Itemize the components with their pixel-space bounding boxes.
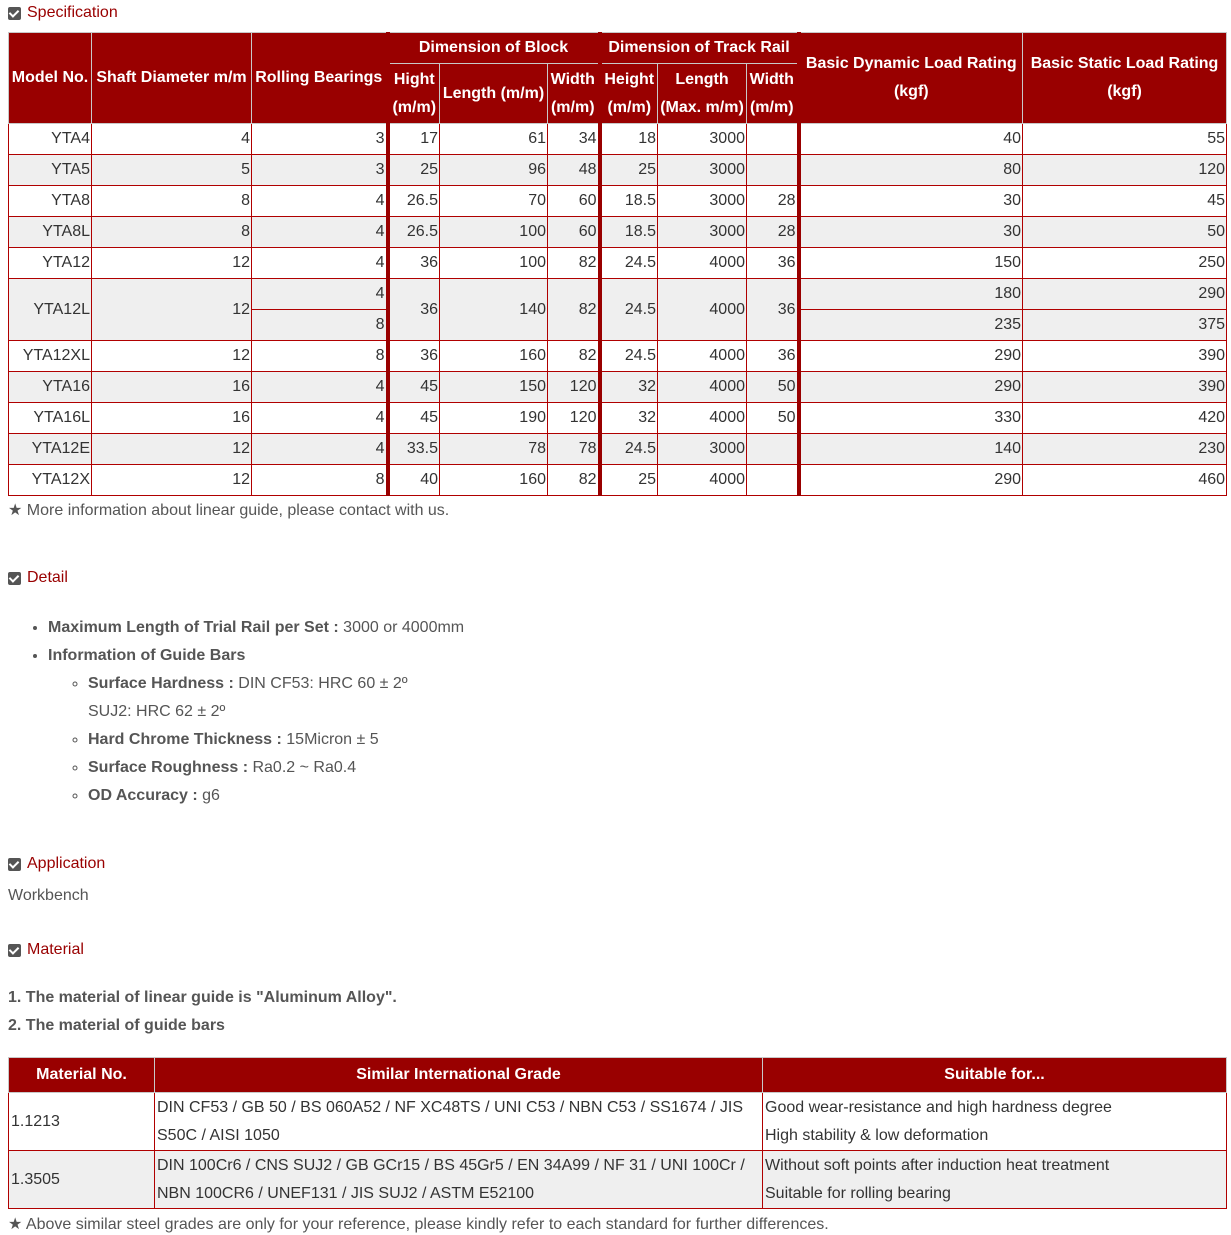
header-dynamic: Basic Dynamic Load Rating (kgf) [799, 33, 1023, 124]
table-cell: 32 [600, 403, 658, 434]
material-table [8, 1057, 1227, 1209]
table-cell: 4000 [658, 465, 747, 496]
table-cell: 36 [747, 341, 799, 372]
table-cell: 36 [747, 279, 799, 341]
header-block-height: Hight (m/m) [388, 64, 440, 124]
table-cell: 100 [440, 217, 548, 248]
table-cell: 3 [252, 124, 388, 155]
table-cell: 40 [799, 124, 1023, 155]
table-cell: 4000 [658, 341, 747, 372]
checkbox-icon [8, 572, 21, 585]
table-cell: YTA12 [9, 248, 92, 279]
table-cell: 8 [252, 310, 388, 341]
table-cell: 12 [92, 279, 252, 341]
header-grade: Similar International Grade [155, 1058, 763, 1093]
table-cell: 3 [252, 155, 388, 186]
table-cell: 390 [1023, 372, 1227, 403]
table-cell: 4000 [658, 248, 747, 279]
section-title: Detail [27, 569, 68, 586]
table-cell: 40 [388, 465, 440, 496]
table-cell: 150 [799, 248, 1023, 279]
header-block-group: Dimension of Block [388, 33, 600, 64]
material-suitable: Without soft points after induction heat treatment Suitable for rolling bearing [763, 1151, 1227, 1209]
table-cell: 3000 [658, 186, 747, 217]
table-cell: 4 [252, 186, 388, 217]
table-cell: 45 [388, 403, 440, 434]
table-cell: 55 [1023, 124, 1227, 155]
table-row [9, 155, 1227, 186]
table-cell: 48 [548, 155, 600, 186]
table-row [9, 465, 1227, 496]
table-cell: 3000 [658, 124, 747, 155]
table-cell: 180 [799, 279, 1023, 310]
table-cell: 50 [1023, 217, 1227, 248]
table-cell: 60 [548, 186, 600, 217]
table-cell: 18.5 [600, 186, 658, 217]
table-cell: 24.5 [600, 279, 658, 341]
table-row [9, 341, 1227, 372]
table-cell: 24.5 [600, 248, 658, 279]
table-cell: 25 [600, 465, 658, 496]
header-rail-group: Dimension of Track Rail [600, 33, 799, 64]
table-cell: 50 [747, 372, 799, 403]
table-cell [747, 124, 799, 155]
table-cell: 45 [388, 372, 440, 403]
table-cell: 8 [92, 217, 252, 248]
table-cell: 12 [92, 465, 252, 496]
application-text: Workbench [8, 887, 89, 904]
table-cell: 420 [1023, 403, 1227, 434]
table-cell: 78 [440, 434, 548, 465]
checkbox-icon [8, 7, 21, 20]
table-cell: 190 [440, 403, 548, 434]
table-row [9, 124, 1227, 155]
table-cell [747, 434, 799, 465]
table-cell: 330 [799, 403, 1023, 434]
table-cell: 4 [252, 372, 388, 403]
table-cell: 26.5 [388, 217, 440, 248]
table-cell: 4 [252, 434, 388, 465]
material-no: 1.3505 [9, 1151, 155, 1209]
table-cell: YTA4 [9, 124, 92, 155]
table-cell: 33.5 [388, 434, 440, 465]
table-cell: 18.5 [600, 217, 658, 248]
table-cell: 5 [92, 155, 252, 186]
table-row [9, 186, 1227, 217]
table-cell: 25 [388, 155, 440, 186]
table-cell: 3000 [658, 217, 747, 248]
table-cell: YTA8 [9, 186, 92, 217]
table-cell: 150 [440, 372, 548, 403]
table-cell: 26.5 [388, 186, 440, 217]
table-cell: 36 [388, 279, 440, 341]
table-row [9, 217, 1227, 248]
table-cell: 375 [1023, 310, 1227, 341]
table-cell: 61 [440, 124, 548, 155]
table-cell: 4 [92, 124, 252, 155]
table-cell: YTA12X [9, 465, 92, 496]
table-cell: 8 [92, 186, 252, 217]
material-line-2: 2. The material of guide bars [8, 1017, 225, 1034]
table-cell: 4000 [658, 279, 747, 341]
header-material-no: Material No. [9, 1058, 155, 1093]
table-cell: 235 [799, 310, 1023, 341]
header-block-width: Width (m/m) [548, 64, 600, 124]
section-heading-application [8, 854, 105, 874]
table-cell: 460 [1023, 465, 1227, 496]
table-cell: 140 [799, 434, 1023, 465]
table-cell: 290 [799, 372, 1023, 403]
table-cell: 82 [548, 248, 600, 279]
table-cell: 78 [548, 434, 600, 465]
table-cell: 290 [799, 341, 1023, 372]
detail-list [48, 614, 464, 810]
header-rail-length: Length (Max. m/m) [658, 64, 747, 124]
table-cell: 34 [548, 124, 600, 155]
header-model: Model No. [9, 33, 92, 124]
table-cell: 18 [600, 124, 658, 155]
spec-note: ★ More information about linear guide, please contact with us. [8, 502, 450, 519]
table-cell: 50 [747, 403, 799, 434]
table-row [9, 434, 1227, 465]
table-cell: 12 [92, 341, 252, 372]
material-note: ★ Above similar steel grades are only for your reference, please kindly refer to each standard for further differences. [8, 1216, 829, 1233]
table-cell: 36 [747, 248, 799, 279]
table-cell: 8 [252, 341, 388, 372]
table-cell: 4 [252, 217, 388, 248]
table-cell [747, 155, 799, 186]
table-cell: 82 [548, 341, 600, 372]
header-block-length: Length (m/m) [440, 64, 548, 124]
material-line-1: 1. The material of linear guide is "Aluminum Alloy". [8, 989, 397, 1006]
checkbox-icon [8, 944, 21, 957]
detail-item-od: ◦ OD Accuracy : g6 [88, 782, 464, 810]
section-heading-specification [8, 3, 118, 23]
table-cell: 60 [548, 217, 600, 248]
detail-item-max-length: • Maximum Length of Trial Rail per Set : 3000 or 4000mm [48, 614, 464, 642]
table-cell: 100 [440, 248, 548, 279]
table-cell: 4000 [658, 372, 747, 403]
table-cell: 70 [440, 186, 548, 217]
table-cell: 30 [799, 217, 1023, 248]
table-cell: 25 [600, 155, 658, 186]
table-cell: YTA5 [9, 155, 92, 186]
header-static: Basic Static Load Rating (kgf) [1023, 33, 1227, 124]
section-title: Material [27, 941, 84, 958]
table-cell: 290 [799, 465, 1023, 496]
table-cell: 16 [92, 372, 252, 403]
table-cell: 250 [1023, 248, 1227, 279]
header-suitable: Suitable for... [763, 1058, 1227, 1093]
table-cell: 82 [548, 465, 600, 496]
header-rail-height: Height (m/m) [600, 64, 658, 124]
section-title: Specification [27, 4, 118, 21]
table-cell: 17 [388, 124, 440, 155]
material-grade: DIN 100Cr6 / CNS SUJ2 / GB GCr15 / BS 45Gr5 / EN 34A99 / NF 31 / UNI 100Cr / NBN 100CR6 / UNEF131 / JIS SUJ2 / ASTM E52100 [155, 1151, 763, 1209]
table-cell: 4 [252, 248, 388, 279]
table-cell: 160 [440, 341, 548, 372]
table-cell: 24.5 [600, 434, 658, 465]
table-cell: 32 [600, 372, 658, 403]
header-shaft: Shaft Diameter m/m [92, 33, 252, 124]
section-heading-material [8, 940, 84, 960]
detail-item-chrome: ◦ Hard Chrome Thickness : 15Micron ± 5 [88, 726, 464, 754]
table-cell: 120 [548, 372, 600, 403]
table-cell: 30 [799, 186, 1023, 217]
section-title: Application [27, 855, 106, 872]
section-heading-detail [8, 568, 68, 588]
table-cell: 12 [92, 434, 252, 465]
table-cell: 160 [440, 465, 548, 496]
table-cell: YTA12E [9, 434, 92, 465]
detail-item-roughness: ◦ Surface Roughness : Ra0.2 ~ Ra0.4 [88, 754, 464, 782]
checkbox-icon [8, 858, 21, 871]
detail-item-hardness: ◦ Surface Hardness : DIN CF53: HRC 60 ± 2º SUJ2: HRC 62 ± 2º [88, 670, 464, 726]
table-cell: YTA16L [9, 403, 92, 434]
table-row [9, 248, 1227, 279]
table-cell: 28 [747, 217, 799, 248]
table-cell: 8 [252, 465, 388, 496]
table-cell: 4 [252, 279, 388, 310]
table-cell: 28 [747, 186, 799, 217]
table-cell: 4 [252, 403, 388, 434]
table-row [9, 403, 1227, 434]
table-cell: 390 [1023, 341, 1227, 372]
table-cell: 36 [388, 248, 440, 279]
table-cell: 230 [1023, 434, 1227, 465]
header-rolling: Rolling Bearings [252, 33, 388, 124]
table-cell [747, 465, 799, 496]
table-cell: YTA12L [9, 279, 92, 341]
table-cell: 36 [388, 341, 440, 372]
header-rail-width: Width (m/m) [747, 64, 799, 124]
table-cell: 12 [92, 248, 252, 279]
table-cell: 82 [548, 279, 600, 341]
guide-bars-sublist [48, 670, 464, 810]
specification-table [8, 32, 1227, 496]
table-cell: 80 [799, 155, 1023, 186]
table-cell: 4000 [658, 403, 747, 434]
table-cell: 45 [1023, 186, 1227, 217]
table-cell: 140 [440, 279, 548, 341]
table-row [9, 279, 1227, 310]
table-cell: 96 [440, 155, 548, 186]
table-cell: 16 [92, 403, 252, 434]
table-row [9, 372, 1227, 403]
table-cell: 3000 [658, 434, 747, 465]
table-cell: 3000 [658, 155, 747, 186]
material-suitable: Good wear-resistance and high hardness degree High stability & low deformation [763, 1093, 1227, 1151]
table-cell: 290 [1023, 279, 1227, 310]
table-cell: YTA12XL [9, 341, 92, 372]
table-cell: YTA8L [9, 217, 92, 248]
table-cell: 24.5 [600, 341, 658, 372]
material-no: 1.1213 [9, 1093, 155, 1151]
material-grade: DIN CF53 / GB 50 / BS 060A52 / NF XC48TS / UNI C53 / NBN C53 / SS1674 / JIS S50C / AISI 1050 [155, 1093, 763, 1151]
detail-item-guide-bars: • Information of Guide Bars ◦ Surface Hardness : DIN CF53: HRC 60 ± 2º SUJ2: HRC 62 ± 2º ◦ Hard Chrome Thickness : 15Micron ± 5 ◦ Surface Roughness : Ra0.2 ~ Ra0.4 ◦ OD Accuracy : g6 [48, 642, 464, 810]
table-cell: 120 [1023, 155, 1227, 186]
table-cell: 120 [548, 403, 600, 434]
table-cell: YTA16 [9, 372, 92, 403]
